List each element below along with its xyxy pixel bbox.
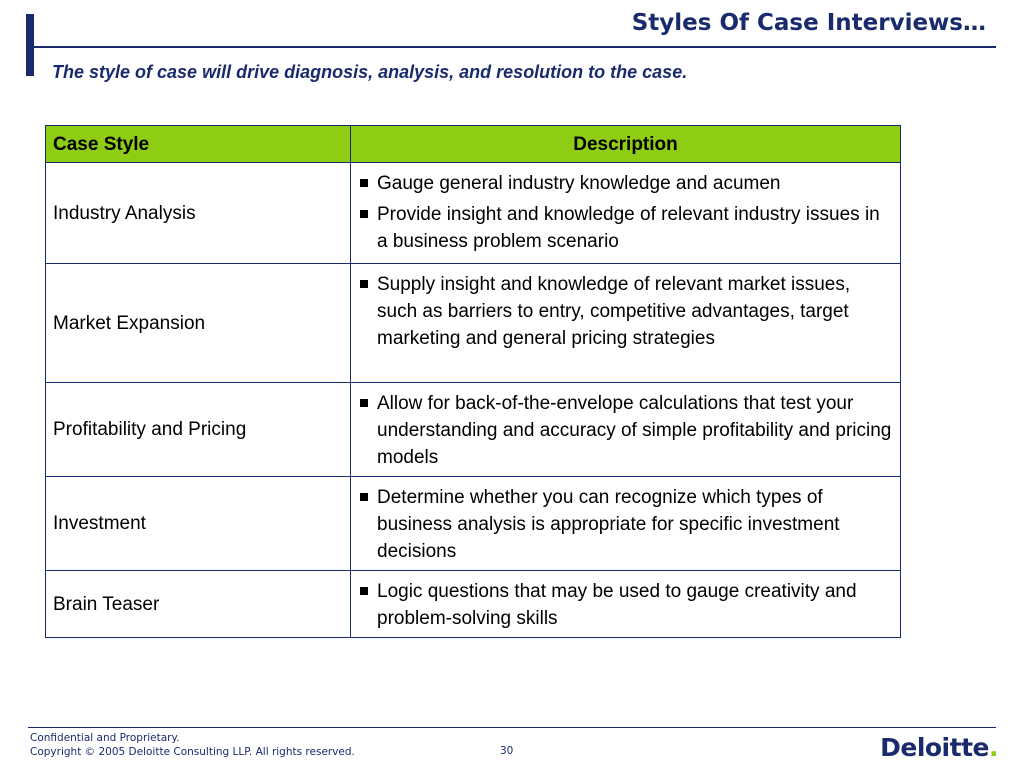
page-title: Styles Of Case Interviews… bbox=[631, 10, 986, 36]
description-cell bbox=[351, 477, 901, 571]
bullet-item: Determine whether you can recognize which types of business analysis is appropriate for specific investment decisions bbox=[358, 484, 894, 565]
footer-confidential: Confidential and Proprietary. bbox=[30, 732, 180, 744]
bullet-item: Gauge general industry knowledge and acumen bbox=[358, 170, 894, 197]
title-accent-bar bbox=[26, 14, 34, 76]
deloitte-logo bbox=[880, 733, 998, 762]
case-style-cell: Profitability and Pricing bbox=[46, 383, 351, 477]
description-cell bbox=[351, 571, 901, 638]
column-header-description: Description bbox=[351, 126, 901, 163]
description-cell bbox=[351, 264, 901, 383]
bullet-list bbox=[358, 578, 894, 632]
case-style-cell: Industry Analysis bbox=[46, 163, 351, 264]
title-rule bbox=[34, 46, 996, 48]
case-styles-table bbox=[45, 125, 901, 638]
logo-green-dot: . bbox=[989, 733, 998, 762]
bullet-list bbox=[358, 170, 894, 255]
case-style-cell: Investment bbox=[46, 477, 351, 571]
table-row bbox=[46, 571, 901, 638]
table-row bbox=[46, 477, 901, 571]
bullet-item: Logic questions that may be used to gauge creativity and problem-solving skills bbox=[358, 578, 894, 632]
table-header-row bbox=[46, 126, 901, 163]
description-cell bbox=[351, 383, 901, 477]
footer-rule bbox=[28, 727, 996, 728]
bullet-item: Allow for back-of-the-envelope calculations that test your understanding and accuracy of simple profitability and pricing models bbox=[358, 390, 894, 471]
bullet-list bbox=[358, 484, 894, 565]
case-style-cell: Market Expansion bbox=[46, 264, 351, 383]
footer-copyright: Copyright © 2005 Deloitte Consulting LLP. All rights reserved. bbox=[30, 745, 355, 758]
bullet-list bbox=[358, 271, 894, 352]
column-header-case-style: Case Style bbox=[46, 126, 351, 163]
page-subtitle: The style of case will drive diagnosis, analysis, and resolution to the case. bbox=[52, 62, 688, 82]
bullet-list bbox=[358, 390, 894, 471]
footer-legal bbox=[30, 732, 355, 759]
description-cell bbox=[351, 163, 901, 264]
table-row bbox=[46, 264, 901, 383]
logo-wordmark: Deloitte bbox=[880, 733, 989, 762]
bullet-item: Supply insight and knowledge of relevant market issues, such as barriers to entry, competitive advantages, target marketing and general pricing strategies bbox=[358, 271, 894, 352]
bullet-item: Provide insight and knowledge of relevant industry issues in a business problem scenario bbox=[358, 201, 894, 255]
table-row bbox=[46, 163, 901, 264]
page-number: 30 bbox=[500, 745, 514, 757]
table-row bbox=[46, 383, 901, 477]
case-style-cell: Brain Teaser bbox=[46, 571, 351, 638]
